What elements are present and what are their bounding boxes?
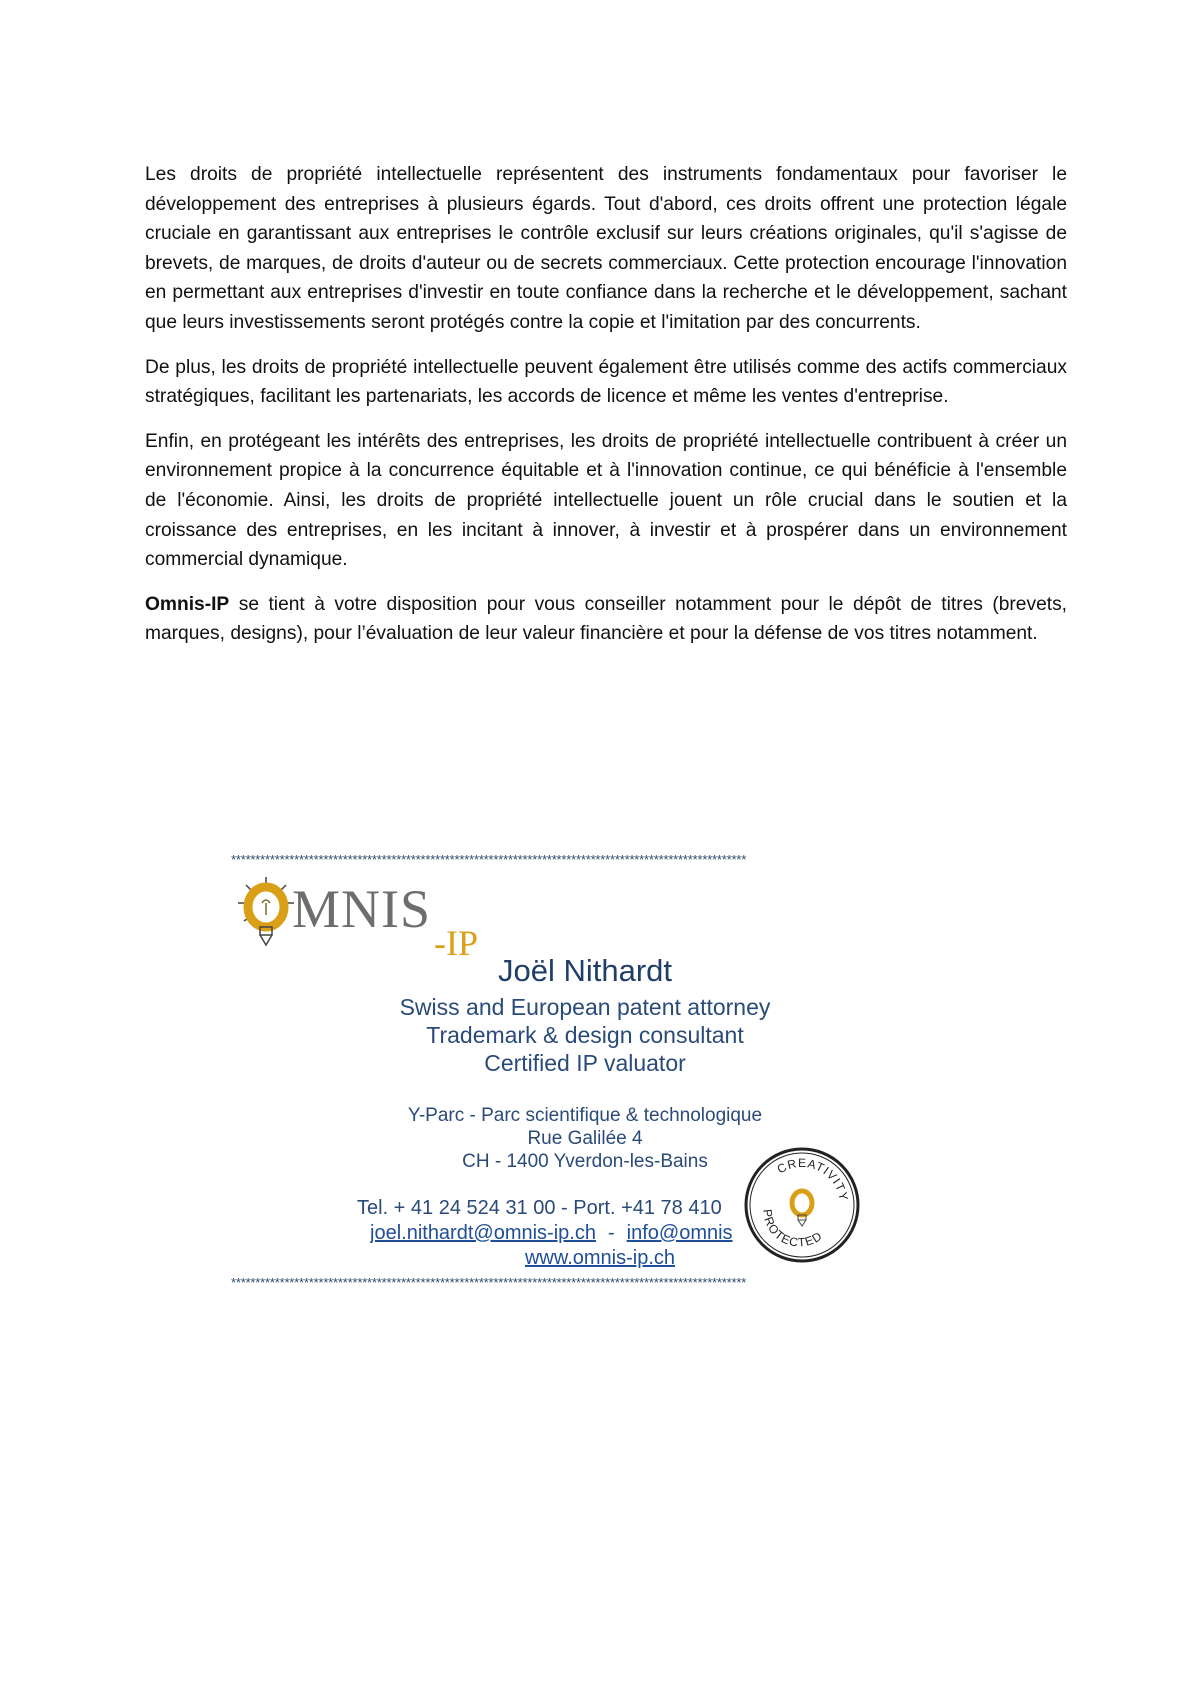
address-line: Y-Parc - Parc scientifique & technologique xyxy=(407,1105,763,1126)
closing-text: se tient à votre disposition pour vous conseiller notamment pour le dépôt de titres (brevets, marques, designs), pour l’évaluation de leur valeur financière et pour la défense de vos titres notamment. xyxy=(145,593,1067,645)
stamp-lightbulb-icon xyxy=(792,1191,812,1215)
email-personal-link[interactable]: joel.nithardt@omnis-ip.ch xyxy=(370,1222,596,1244)
contact-title: Trademark & design consultant xyxy=(426,1022,744,1048)
email-separator: - xyxy=(607,1222,615,1244)
logo-suffix: -IP xyxy=(434,923,478,963)
paragraph: Les droits de propriété intellectuelle représentent des instruments fondamentaux pour favoriser le développement des entreprises à plusieurs égards. Tout d'abord, ces droits offrent une protection légale cruciale en garantissant aux entreprises le contrôle exclusif sur leurs créations originales, qu'il s'agisse de brevets, de marques, de droits d'auteur ou de secrets commerciaux. Cette protection encourage l'innovation en permettant aux entreprises d'investir en toute confiance dans la recherche et le développement, sachant que leurs investissements seront protégés contre la copie et l'imitation par des concurrents. xyxy=(145,164,1067,333)
address-line: CH - 1400 Yverdon-les-Bains xyxy=(462,1151,708,1172)
contact-title: Certified IP valuator xyxy=(484,1050,686,1076)
email-links xyxy=(370,1220,746,1246)
paragraph: Enfin, en protégeant les intérêts des entreprises, les droits de propriété intellectuelle contribuent à créer un environnement propice à la concurrence équitable et à l'innovation continue, ce qui bénéficie à l'ensemble de l'économie. Ainsi, les droits de propriété intellectuelle jouent un rôle crucial dans le soutien et la croissance des entreprises, en les incitant à innover, à investir et à prospérer dans un environnement commercial dynamique. xyxy=(145,430,1067,571)
stamp-top-text: CREATIVITY xyxy=(774,1155,851,1203)
email-general-link[interactable]: info@omnis xyxy=(626,1222,733,1244)
contact-title: Swiss and European patent attorney xyxy=(399,994,771,1020)
website xyxy=(480,1245,720,1271)
website-link[interactable]: www.omnis-ip.ch xyxy=(524,1247,676,1269)
company-name: Omnis-IP xyxy=(145,593,230,615)
logo-wordmark: MNIS xyxy=(292,879,432,939)
phone-numbers: Tel. + 41 24 524 31 00 - Port. +41 78 410 xyxy=(357,1197,722,1219)
signature-separator-bottom: ********************************************************************************************************** xyxy=(231,1276,747,1290)
signature-separator-top: ********************************************************************************************************** xyxy=(231,853,747,867)
stamp-bottom-text: PROTECTED xyxy=(760,1208,826,1250)
address-line: Rue Galilée 4 xyxy=(527,1128,643,1149)
contact-name: Joël Nithardt xyxy=(497,953,673,988)
letter-body xyxy=(145,160,1067,664)
creativity-protected-stamp xyxy=(742,1145,862,1265)
closing-paragraph xyxy=(145,590,1067,649)
paragraph: De plus, les droits de propriété intellectuelle peuvent également être utilisés comme des actifs commerciaux stratégiques, facilitant les partenariats, les accords de licence et même les ventes d'entreprise. xyxy=(145,356,1067,408)
